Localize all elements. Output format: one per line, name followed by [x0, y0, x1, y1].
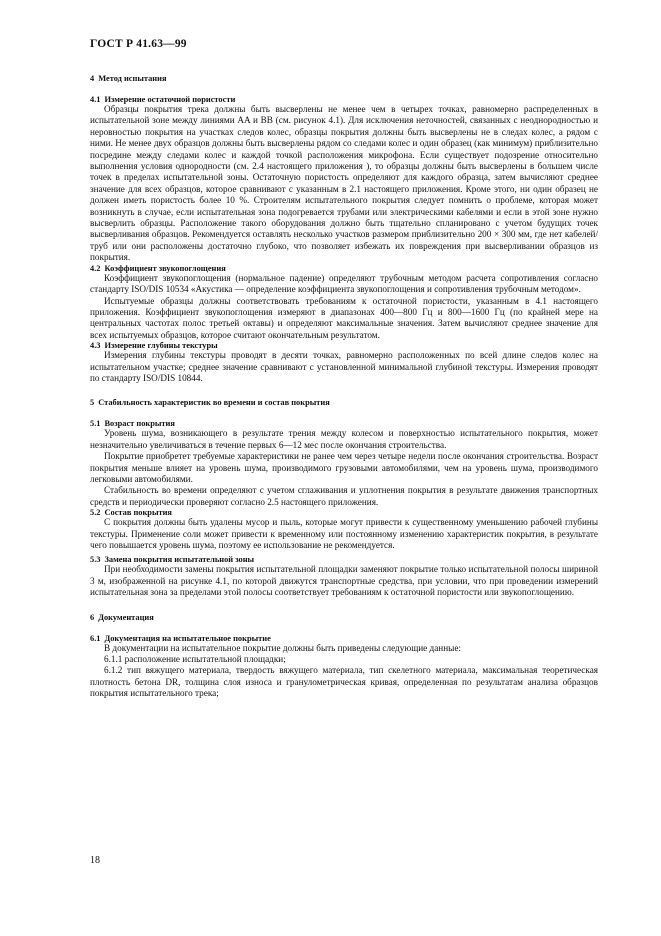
section-title: Метод испытания	[98, 74, 167, 83]
section-heading	[90, 398, 598, 407]
subsection-heading	[90, 419, 598, 428]
subsection-title: Состав покрытия	[104, 508, 172, 518]
subsection-number: 5.3	[90, 555, 101, 565]
section-number: 4	[90, 74, 95, 83]
paragraph: Коэффициент звукопоглощения (нормальное падение) определяют трубочным методом расчета сопротивления согласно стандарту ISO/DIS 10534 «Акустика — определение коэффициента звукопоглощения и сопротивления трубочным методом».	[90, 272, 598, 295]
paragraph: Образцы покрытия трека должны быть высверлены не менее чем в четырех точках, равномерно распределенных в испытательной зоне между линиями AA и BB (см. рисунок 4.1). Для исключения неточностей, связанных с неоднородностью и неровностью покрытия на участках следов колес, образцы покрытия должны быть высверлены не в следах колес, а рядом с ними. Не менее двух образцов должны быть высверлены рядом со следами колес и один образец (как минимум) приблизительно посредине между следами колес и каждой точкой расположения микрофона. Если существует подозрение относительно выполнения условия однородности (см. 2.4 настоящего приложения ), то образцы должны быть высверлены в большем числе точек в пределах испытательной зоны. Остаточную пористость определяют для каждого образца, затем вычисляют среднее значение для всех образцов, которое сравнивают с указанным в 2.1 настоящего приложения. Кроме этого, ни один образец не должен иметь пористость более 10 %. Строителям испытательного покрытия следует помнить о проблеме, которая может возникнуть в случае, если испытательная зона подогревается трубами или электрическими кабелями и если в этой зоне нужно высверлить образцы. Расположение такого оборудования должно быть тщательно спланировано с учетом будущих точек высверливания образцов. Рекомендуется оставлять несколько участков размером приблизительно 200 × 300 мм, где нет кабелей/труб или они расположены достаточно глубоко, что позволяет избежать их повреждения при высверливании образцов из покрытия.	[90, 104, 598, 263]
subsection-title: Документация на испытательное покрытие	[104, 633, 271, 643]
subsection-number: 4.2	[90, 263, 101, 273]
subsection-title: Измерение глубины текстуры	[104, 341, 218, 351]
subsection-heading	[90, 341, 598, 350]
paragraph: Измерения глубины текстуры проводят в десяти точках, равномерно расположенных по всей длине следов колес на испытательном участке; среднее значение сравнивают с установленной минимальной глубиной текстуры. Измерения проводят по стандарту ISO/DIS 10844.	[90, 350, 598, 383]
document-header: ГОСТ Р 41.63—99	[90, 38, 187, 50]
paragraph: При необходимости замены покрытия испытательной площадки заменяют покрытие только испытательной полосы шириной 3 м, изображенной на рисунке 4.1, по которой движутся транспортные средства, при условии, что при проведении измерений испытательная зона за пределами этой полосы соответствует требованиям к остаточной пористости или звукопоглощению.	[90, 564, 598, 598]
document-page	[90, 38, 598, 700]
section-heading	[90, 74, 598, 83]
paragraph: 6.1.1 расположение испытательной площадки;	[104, 654, 286, 665]
section-number: 6	[90, 612, 95, 622]
subsection-title: Возраст покрытия	[104, 419, 175, 429]
section-heading	[90, 613, 598, 622]
subsection-title: Замена покрытия испытательной зоны	[104, 555, 255, 565]
subsection-title: Измерение остаточной пористости	[104, 95, 236, 104]
subsection-heading	[90, 95, 598, 104]
paragraph: В документации на испытательное покрытие должны быть приведены следующие данные:	[104, 642, 461, 653]
subsection-heading	[90, 508, 598, 517]
subsection-number: 4.3	[90, 341, 101, 351]
paragraph: Уровень шума, возникающего в результате трения между колесом и поверхностью испытательного покрытия, может незначительно увеличиваться в течение первых 6—12 мес после окончания строительства.	[90, 428, 598, 450]
subsection-number: 6.1	[90, 633, 101, 643]
paragraph: 6.1.2 тип вяжущего материала, твердость вяжущего материала, тип скелетного материала, максимальная теоретическая плотность бетона DR, толщина слоя износа и гранулометрическая кривая, определенная по результатам анализа образцов покрытия испытательного трека;	[90, 665, 598, 699]
subsection-number: 5.1	[90, 419, 101, 429]
page-number: 18	[90, 855, 100, 866]
paragraph: Стабильность во времени определяют с учетом сглаживания и уплотнения покрытия в результате движения транспортных средств и периодически проверяют согласно 2.5 настоящего приложения.	[90, 485, 598, 507]
paragraph: Испытуемые образцы должны соответствовать требованиям к остаточной пористости, указанным в 4.1 настоящего приложения. Коэффициент звукопоглощения измеряют в диапазонах 400—800 Гц и 800—1600 Гц (по крайней мере на центральных частотах полос третьей октавы) и определяют максимальные значения. Затем вычисляют среднее значение для всех испытуемых образцов, которое считают окончательным результатом.	[90, 295, 598, 340]
section-title: Документация	[98, 612, 154, 622]
subsection-heading	[90, 555, 598, 564]
subsection-heading	[90, 634, 598, 643]
subsection-number: 4.1	[90, 95, 101, 104]
section-title: Стабильность характеристик во времени и состав покрытия	[98, 398, 330, 408]
subsection-title: Коэффициент звукопоглощения	[104, 263, 226, 273]
subsection-heading	[90, 264, 598, 273]
paragraph: С покрытия должны быть удалены мусор и пыль, которые могут привести к существенному уменьшению рабочей глубины текстуры. Применение соли может привести к временному или постоянному изменению характеристик покрытия, в результате чего повышается уровень шума, поэтому ее использование не рекомендуется.	[90, 517, 598, 550]
section-number: 5	[90, 398, 95, 408]
paragraph: Покрытие приобретет требуемые характеристики не ранее чем через четыре недели после окончания строительства. Возраст покрытия меньше влияет на уровень шума, производимого грузовыми автомобилями, чем на уровень шума, производимого легковыми автомобилями.	[90, 451, 598, 484]
subsection-number: 5.2	[90, 508, 101, 518]
